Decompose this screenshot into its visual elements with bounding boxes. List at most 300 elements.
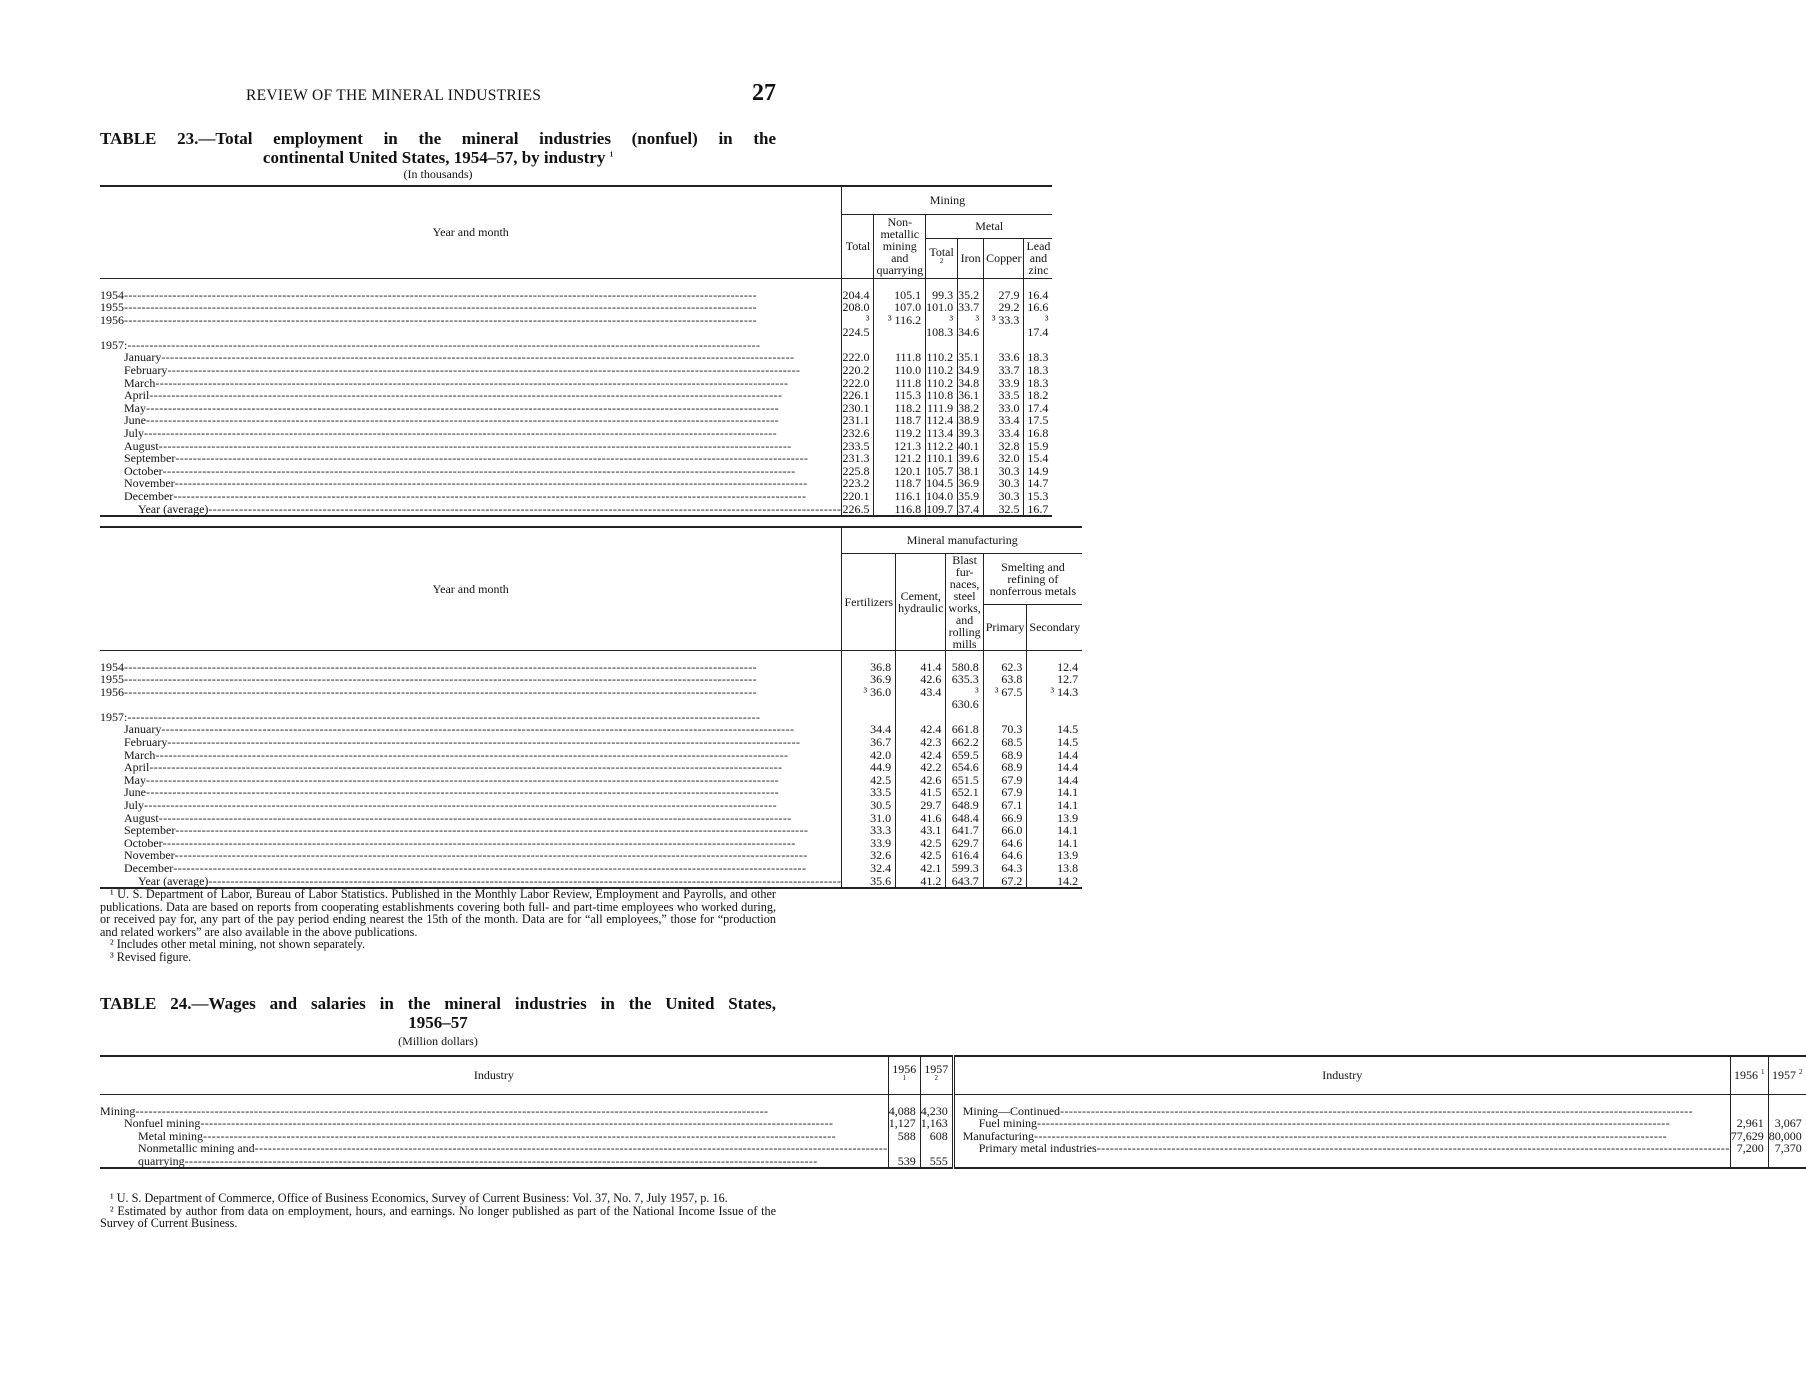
data-cell: 36.8 xyxy=(842,661,896,674)
data-cell: 231.3 xyxy=(842,452,874,465)
data-cell: 652.1 xyxy=(946,786,983,799)
row-label: Nonmetallic mining and ----- xyxy=(100,1142,888,1155)
data-cell: 41.2 xyxy=(896,875,946,889)
row-label: October ----- xyxy=(100,465,842,478)
data-cell: 68.9 xyxy=(983,749,1027,762)
data-cell: 232.6 xyxy=(842,427,874,440)
table-row xyxy=(100,452,1052,465)
row-label: February ----- xyxy=(100,364,842,377)
row-label: 1956 ----- xyxy=(100,686,842,711)
value-1957: 555 xyxy=(920,1155,953,1169)
data-cell: 35.1 xyxy=(958,351,984,364)
value-1956 xyxy=(1730,1155,1768,1169)
data-cell: 13.8 xyxy=(1027,862,1082,875)
data-cell: ³ 67.5 xyxy=(983,686,1027,711)
value-1957: 4,230 xyxy=(920,1105,953,1118)
table-row xyxy=(100,364,1052,377)
data-cell: 220.2 xyxy=(842,364,874,377)
data-cell: 14.4 xyxy=(1027,761,1082,774)
data-cell: 101.0 xyxy=(926,301,958,314)
mineral-manufacturing-header: Mineral manufacturing xyxy=(842,527,1082,553)
data-cell: 659.5 xyxy=(946,749,983,762)
table-row xyxy=(100,1117,1806,1130)
data-cell: 16.6 xyxy=(1024,301,1052,314)
row-label: November ----- xyxy=(100,477,842,490)
row-label: August ----- xyxy=(100,440,842,453)
data-cell: 70.3 xyxy=(983,723,1027,736)
data-cell: 14.4 xyxy=(1027,749,1082,762)
row-label: September ----- xyxy=(100,824,842,837)
data-cell: 231.1 xyxy=(842,414,874,427)
data-cell: ³ 14.3 xyxy=(1027,686,1082,711)
table-row xyxy=(100,824,1082,837)
table-row xyxy=(100,427,1052,440)
value-1957 xyxy=(1768,1155,1806,1169)
footnote: ³ Revised figure. xyxy=(110,949,192,964)
data-cell: 33.9 xyxy=(984,377,1024,390)
row-label: 1954 ----- xyxy=(100,661,842,674)
data-cell: 119.2 xyxy=(874,427,926,440)
page-number: 27 xyxy=(752,80,776,106)
row-label: 1957: ----- xyxy=(100,339,842,352)
data-cell: 18.3 xyxy=(1024,364,1052,377)
data-cell: 62.3 xyxy=(983,661,1027,674)
table-row xyxy=(100,1142,1806,1155)
data-cell: 226.1 xyxy=(842,389,874,402)
y1957-header-right: 1957 $^2$ xyxy=(1768,1056,1806,1094)
data-cell: 111.8 xyxy=(874,377,926,390)
data-cell: 99.3 xyxy=(926,289,958,302)
data-cell: 40.1 xyxy=(958,440,984,453)
data-cell: 12.7 xyxy=(1027,673,1082,686)
data-cell: 67.2 xyxy=(983,875,1027,889)
data-cell: 38.2 xyxy=(958,402,984,415)
data-cell: 66.9 xyxy=(983,812,1027,825)
data-cell: 662.2 xyxy=(946,736,983,749)
data-cell: 30.3 xyxy=(984,465,1024,478)
row-label: May ----- xyxy=(100,402,842,415)
data-cell: 33.7 xyxy=(984,364,1024,377)
row-label: Metal mining ----- xyxy=(100,1130,888,1143)
row-label: December ----- xyxy=(100,862,842,875)
data-cell: 67.9 xyxy=(983,786,1027,799)
data-cell: 111.9 xyxy=(926,402,958,415)
row-label: April ----- xyxy=(100,389,842,402)
table24-footnotes xyxy=(100,1192,776,1230)
row-label: Mining—Continued ----- xyxy=(953,1105,1730,1118)
data-cell: ³ 34.6 xyxy=(958,314,984,339)
table23-title-line2: continental United States, 1954–57, by industry xyxy=(262,148,606,167)
data-cell: 64.6 xyxy=(983,837,1027,850)
row-label: January ----- xyxy=(100,723,842,736)
value-1956: 77,629 xyxy=(1730,1130,1768,1143)
table24-title-line1: TABLE 24.—Wages and salaries in the mineral industries in the United States, xyxy=(100,994,776,1013)
table-row xyxy=(100,1155,1806,1169)
year-month-header: Year and month xyxy=(100,186,842,278)
data-cell: 34.4 xyxy=(842,723,896,736)
data-cell: 222.0 xyxy=(842,377,874,390)
data-cell: 42.5 xyxy=(896,849,946,862)
row-label: March ----- xyxy=(100,749,842,762)
data-cell: 14.1 xyxy=(1027,824,1082,837)
cement-header: Cement, hydraulic xyxy=(896,553,946,650)
data-cell: 651.5 xyxy=(946,774,983,787)
data-cell: 33.3 xyxy=(842,824,896,837)
data-cell: 14.1 xyxy=(1027,799,1082,812)
industry-header-right: Industry xyxy=(953,1056,1730,1094)
data-cell: 110.8 xyxy=(926,389,958,402)
data-cell: 33.0 xyxy=(984,402,1024,415)
data-cell: 14.7 xyxy=(1024,477,1052,490)
data-cell: 641.7 xyxy=(946,824,983,837)
y1956-header-right: 1956 $^1$ xyxy=(1730,1056,1768,1094)
table24-title xyxy=(100,994,776,1032)
data-cell: 64.6 xyxy=(983,849,1027,862)
row-label: May ----- xyxy=(100,774,842,787)
data-cell: 110.2 xyxy=(926,351,958,364)
metal-header: Metal xyxy=(926,214,1053,238)
data-cell: 32.4 xyxy=(842,862,896,875)
row-label: quarrying ----- xyxy=(100,1155,888,1169)
footnote: ¹ U. S. Department of Commerce, Office of Business Economics, Survey of Current Business: Vol. 37, No. 7, July 1957, p. 16. xyxy=(110,1191,728,1205)
value-1956: 4,088 xyxy=(888,1105,920,1118)
row-label xyxy=(953,1155,1730,1169)
data-cell: 33.5 xyxy=(984,389,1024,402)
data-cell: 18.3 xyxy=(1024,377,1052,390)
data-cell: 14.9 xyxy=(1024,465,1052,478)
data-cell: 107.0 xyxy=(874,301,926,314)
table23-manufacturing-body xyxy=(100,650,1082,888)
table23-footnotes xyxy=(100,888,776,963)
row-label: Year (average) ----- xyxy=(100,503,842,517)
value-1957: 7,370 xyxy=(1768,1142,1806,1155)
data-cell: 121.3 xyxy=(874,440,926,453)
row-label: January ----- xyxy=(100,351,842,364)
data-cell: ³ 33.3 xyxy=(984,314,1024,339)
data-cell: 16.7 xyxy=(1024,503,1052,517)
data-cell: 36.9 xyxy=(842,673,896,686)
data-cell: ³ 630.6 xyxy=(946,686,983,711)
data-cell: 110.2 xyxy=(926,364,958,377)
data-cell: 648.4 xyxy=(946,812,983,825)
value-1957: 1,163 xyxy=(920,1117,953,1130)
table-row xyxy=(100,314,1052,339)
data-cell: 222.0 xyxy=(842,351,874,364)
data-cell: ³ 108.3 xyxy=(926,314,958,339)
data-cell: 38.9 xyxy=(958,414,984,427)
mining-header: Mining xyxy=(842,186,1052,214)
data-cell: 42.5 xyxy=(842,774,896,787)
blast-furnaces-header: Blast fur-naces, steel works, and rolling mills xyxy=(946,553,983,650)
data-cell: 635.3 xyxy=(946,673,983,686)
data-cell: 34.9 xyxy=(958,364,984,377)
data-cell: 580.8 xyxy=(946,661,983,674)
data-cell: 42.2 xyxy=(896,761,946,774)
data-cell: 33.4 xyxy=(984,414,1024,427)
data-cell: 35.2 xyxy=(958,289,984,302)
data-cell: 18.3 xyxy=(1024,351,1052,364)
data-cell: 14.2 xyxy=(1027,875,1082,889)
table23-mining-body xyxy=(100,278,1052,516)
running-head: REVIEW OF THE MINERAL INDUSTRIES xyxy=(246,87,542,104)
data-cell: 116.1 xyxy=(874,490,926,503)
table-row xyxy=(100,862,1082,875)
data-cell: 68.5 xyxy=(983,736,1027,749)
data-cell: 33.9 xyxy=(842,837,896,850)
data-cell: 15.3 xyxy=(1024,490,1052,503)
data-cell: 230.1 xyxy=(842,402,874,415)
data-cell: 44.9 xyxy=(842,761,896,774)
data-cell: 33.4 xyxy=(984,427,1024,440)
row-label: July ----- xyxy=(100,427,842,440)
data-cell: 30.5 xyxy=(842,799,896,812)
data-cell: 105.7 xyxy=(926,465,958,478)
data-cell: 36.7 xyxy=(842,736,896,749)
data-cell: 38.1 xyxy=(958,465,984,478)
row-label: August ----- xyxy=(100,812,842,825)
data-cell: 110.1 xyxy=(926,452,958,465)
data-cell: 109.7 xyxy=(926,503,958,517)
primary-header: Primary xyxy=(983,605,1027,650)
row-label: March ----- xyxy=(100,377,842,390)
total-header: Total xyxy=(842,214,874,278)
footnote: ¹ U. S. Department of Labor, Bureau of Labor Statistics. Published in the Monthly Labor Review, Employment and Payrolls, and other publications. Data are based on reports from cooperating establishments covering both full- and part-time employees who worked during, or received pay for, any part of the pay period ending nearest the 15th of the month. Data are for “all employees,” those for “production and related workers” are also available in the above publications. xyxy=(100,887,776,939)
table24-units: (Million dollars) xyxy=(398,1034,478,1048)
table23-title-line1: TABLE 23.—Total employment in the mineral industries (nonfuel) in the xyxy=(100,129,776,148)
data-cell: 32.0 xyxy=(984,452,1024,465)
metal-total-header: Total $^2$ xyxy=(926,238,958,278)
row-label: Nonfuel mining ----- xyxy=(100,1117,888,1130)
data-cell: 42.4 xyxy=(896,723,946,736)
data-cell: 37.4 xyxy=(958,503,984,517)
data-cell: 14.1 xyxy=(1027,837,1082,850)
data-cell: 225.8 xyxy=(842,465,874,478)
table-row xyxy=(100,736,1082,749)
table-row xyxy=(100,389,1052,402)
row-label: 1955 ----- xyxy=(100,301,842,314)
nonmetallic-header: Non-metallic mining and quarrying xyxy=(874,214,926,278)
footnote: ² Estimated by author from data on employment, hours, and earnings. No longer published as part of the National Income Issue of the Survey of Current Business. xyxy=(100,1203,776,1230)
data-cell: 118.7 xyxy=(874,477,926,490)
value-1956 xyxy=(888,1142,920,1155)
row-label: November ----- xyxy=(100,849,842,862)
data-cell: 35.9 xyxy=(958,490,984,503)
data-cell: 208.0 xyxy=(842,301,874,314)
data-cell: 16.4 xyxy=(1024,289,1052,302)
data-cell: 35.6 xyxy=(842,875,896,889)
data-cell: 120.1 xyxy=(874,465,926,478)
value-1957: 80,000 xyxy=(1768,1130,1806,1143)
data-cell: 67.9 xyxy=(983,774,1027,787)
data-cell: 643.7 xyxy=(946,875,983,889)
row-label: Mining ----- xyxy=(100,1105,888,1118)
data-cell: 41.4 xyxy=(896,661,946,674)
industry-header-left: Industry xyxy=(473,1068,514,1083)
row-label: 1955 ----- xyxy=(100,673,842,686)
data-cell: 654.6 xyxy=(946,761,983,774)
value-1956: 7,200 xyxy=(1730,1142,1768,1155)
data-cell: 63.8 xyxy=(983,673,1027,686)
data-cell: 14.5 xyxy=(1027,723,1082,736)
data-cell: 599.3 xyxy=(946,862,983,875)
row-label: Year (average) ----- xyxy=(100,875,842,889)
data-cell: 112.2 xyxy=(926,440,958,453)
secondary-header: Secondary xyxy=(1027,605,1082,650)
row-label: Fuel mining ----- xyxy=(953,1117,1730,1130)
data-cell: 41.6 xyxy=(896,812,946,825)
table-row xyxy=(100,490,1052,503)
data-cell: 67.1 xyxy=(983,799,1027,812)
data-cell: 17.5 xyxy=(1024,414,1052,427)
table-row xyxy=(100,301,1052,314)
table23-mining-table xyxy=(100,185,1052,517)
data-cell: 13.9 xyxy=(1027,849,1082,862)
copper-header: Copper xyxy=(984,238,1024,278)
data-cell: 31.0 xyxy=(842,812,896,825)
data-cell: 42.1 xyxy=(896,862,946,875)
table23-units: (In thousands) xyxy=(403,167,473,181)
row-label: April ----- xyxy=(100,761,842,774)
data-cell: 661.8 xyxy=(946,723,983,736)
row-label: 1956 ----- xyxy=(100,314,842,339)
data-cell: 39.3 xyxy=(958,427,984,440)
data-cell: 30.3 xyxy=(984,490,1024,503)
data-cell: 14.1 xyxy=(1027,786,1082,799)
data-cell: 16.8 xyxy=(1024,427,1052,440)
data-cell: 66.0 xyxy=(983,824,1027,837)
data-cell: 112.4 xyxy=(926,414,958,427)
footnote: ² Includes other metal mining, not shown separately. xyxy=(110,937,366,951)
data-cell: 33.7 xyxy=(958,301,984,314)
data-cell: 111.8 xyxy=(874,351,926,364)
data-cell: 42.6 xyxy=(896,774,946,787)
data-cell: 41.5 xyxy=(896,786,946,799)
year-month-header-2: Year and month xyxy=(100,527,842,650)
table23-title xyxy=(100,129,776,167)
data-cell: ³ 17.4 xyxy=(1024,314,1052,339)
data-cell: 14.5 xyxy=(1027,736,1082,749)
table23-title-footnote-ref: 1 xyxy=(609,150,614,159)
data-cell: 233.5 xyxy=(842,440,874,453)
data-cell: 42.6 xyxy=(896,673,946,686)
data-cell: 29.2 xyxy=(984,301,1024,314)
row-label: September ----- xyxy=(100,452,842,465)
data-cell: 30.3 xyxy=(984,477,1024,490)
table24-table xyxy=(100,1055,1806,1169)
data-cell: 12.4 xyxy=(1027,661,1082,674)
data-cell: 116.8 xyxy=(874,503,926,517)
data-cell: 104.0 xyxy=(926,490,958,503)
data-cell: 648.9 xyxy=(946,799,983,812)
table-row xyxy=(100,686,1082,711)
data-cell: 121.2 xyxy=(874,452,926,465)
value-1957: 608 xyxy=(920,1130,953,1143)
data-cell: 17.4 xyxy=(1024,402,1052,415)
table-row xyxy=(100,503,1052,517)
value-1956: 539 xyxy=(888,1155,920,1169)
row-label: Manufacturing ----- xyxy=(953,1130,1730,1143)
table24-body xyxy=(100,1094,1806,1168)
value-1956: 1,127 xyxy=(888,1117,920,1130)
data-cell: 15.9 xyxy=(1024,440,1052,453)
data-cell: 36.9 xyxy=(958,477,984,490)
row-label: December ----- xyxy=(100,490,842,503)
data-cell: 629.7 xyxy=(946,837,983,850)
row-label: October ----- xyxy=(100,837,842,850)
data-cell: 43.1 xyxy=(896,824,946,837)
data-cell: 13.9 xyxy=(1027,812,1082,825)
data-cell: 220.1 xyxy=(842,490,874,503)
data-cell: 68.9 xyxy=(983,761,1027,774)
data-cell: ³ 36.0 xyxy=(842,686,896,711)
data-cell: 36.1 xyxy=(958,389,984,402)
data-cell: 42.0 xyxy=(842,749,896,762)
data-cell: ³ 116.2 xyxy=(874,314,926,339)
data-cell: 32.5 xyxy=(984,503,1024,517)
row-label: Primary metal industries ----- xyxy=(953,1142,1730,1155)
data-cell: 105.1 xyxy=(874,289,926,302)
y1956-header-left: 1956 $^1$ xyxy=(888,1056,920,1094)
data-cell: 64.3 xyxy=(983,862,1027,875)
row-label: 1957: ----- xyxy=(100,711,842,724)
iron-header: Iron xyxy=(958,238,984,278)
data-cell: 32.6 xyxy=(842,849,896,862)
smelting-header: Smelting and refining of nonferrous metals xyxy=(983,553,1082,605)
value-1957: 3,067 xyxy=(1768,1117,1806,1130)
row-label: June ----- xyxy=(100,414,842,427)
lead-zinc-header: Lead and zinc xyxy=(1024,238,1052,278)
data-cell: 223.2 xyxy=(842,477,874,490)
data-cell: 110.2 xyxy=(926,377,958,390)
data-cell: 115.3 xyxy=(874,389,926,402)
data-cell: ³ 224.5 xyxy=(842,314,874,339)
table-row xyxy=(100,673,1082,686)
data-cell: 42.5 xyxy=(896,837,946,850)
data-cell: 118.2 xyxy=(874,402,926,415)
table24-title-line2: 1956–57 xyxy=(408,1013,468,1032)
data-cell: 616.4 xyxy=(946,849,983,862)
data-cell: 104.5 xyxy=(926,477,958,490)
value-1956: 2,961 xyxy=(1730,1117,1768,1130)
data-cell: 14.4 xyxy=(1027,774,1082,787)
data-cell: 113.4 xyxy=(926,427,958,440)
value-1956: 588 xyxy=(888,1130,920,1143)
row-label: July ----- xyxy=(100,799,842,812)
data-cell: 33.6 xyxy=(984,351,1024,364)
data-cell: 29.7 xyxy=(896,799,946,812)
y1957-header-left: 1957 $^2$ xyxy=(920,1056,953,1094)
table-row xyxy=(100,761,1082,774)
data-cell: 42.4 xyxy=(896,749,946,762)
data-cell: 110.0 xyxy=(874,364,926,377)
data-cell: 33.5 xyxy=(842,786,896,799)
row-label: 1954 ----- xyxy=(100,289,842,302)
data-cell: 204.4 xyxy=(842,289,874,302)
row-label: February ----- xyxy=(100,736,842,749)
data-cell: 15.4 xyxy=(1024,452,1052,465)
data-cell: 34.8 xyxy=(958,377,984,390)
data-cell: 39.6 xyxy=(958,452,984,465)
fertilizers-header: Fertilizers xyxy=(842,553,896,650)
data-cell: 226.5 xyxy=(842,503,874,517)
table-row xyxy=(100,799,1082,812)
data-cell: 118.7 xyxy=(874,414,926,427)
data-cell: 42.3 xyxy=(896,736,946,749)
value-1957 xyxy=(920,1142,953,1155)
data-cell: 18.2 xyxy=(1024,389,1052,402)
data-cell: 43.4 xyxy=(896,686,946,711)
table23-manufacturing-table xyxy=(100,526,1082,889)
